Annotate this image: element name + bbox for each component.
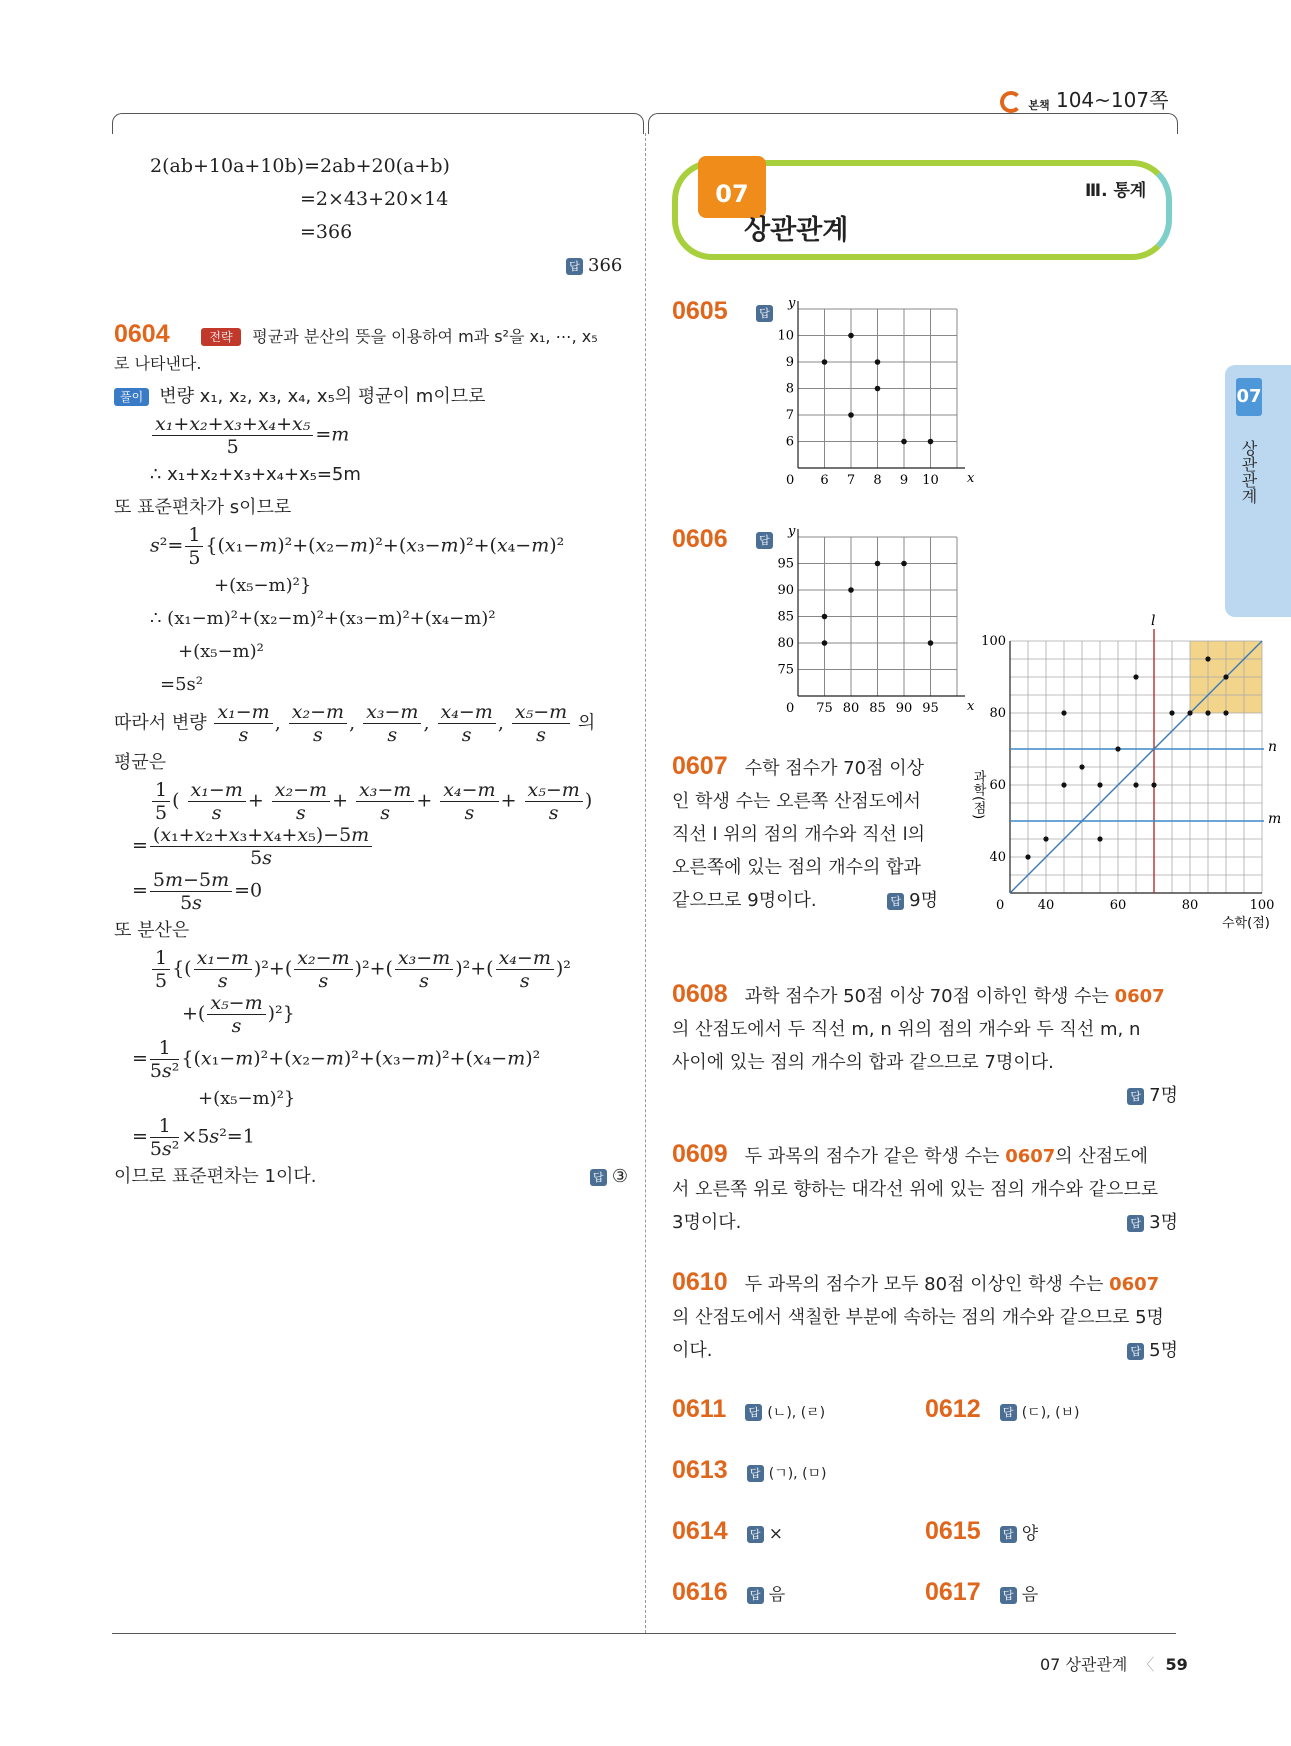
mean-step2: = $\frac{\text{(x₁+x₂+x₃+x₄+x₅)−5m}}{5s}$	[114, 824, 624, 869]
answer-icon: 답	[887, 893, 904, 910]
data-point	[1097, 782, 1102, 787]
data-point	[928, 640, 934, 646]
short-0613: 0613 답 (ㄱ), (ㅁ)	[672, 1456, 827, 1484]
variance-eq: s²= $\frac{1}{5}$ {(x₁−m)²+(x₂−m)²+(x₃−m)²+(x₄−m)²	[150, 524, 565, 569]
data-point	[848, 412, 854, 418]
answer-icon: 답	[747, 1526, 764, 1543]
x-tick-label: 9	[899, 473, 909, 488]
origin-label: 0	[786, 473, 795, 488]
problem-0604: 0604 전략 평균과 분산의 뜻을 이용하여 m과 s²을 x₁, ⋯, x₅ 로 나타낸다. 풀이 변량 x₁, x₂, x₃, x₄, x₅의 평균이 m이므로 $\frac{\text{x₁+x₂+x₃+x₄+x₅}}{5}$ =m ∴ x₁+x₂+x₃+x₄+x₅=5m 또 표준편차가 s이므로 s²= $\frac{1}{5}$ {(x₁−m)²+(x₂−m)²+(x₃−m)²+(x₄−m)² +(x₅−m)²} ∴ (x₁−m)²+(x₂−m)²+(x₃−m)²+(x₄−m)² +(x₅−m)² =5s² 따라서 변량 $\frac{\text{x₁−m}}{s}$ , $\frac{\text{x₂−m}}{s}$ , $\frac{\text{x₃−m}}{s}$ , $\frac{\text{x₄−m}}{s}$ , $\frac{\text{x₅−m}}{s}$ 의 평균은 $\frac{1}{5}$ ( $\frac{\text{x₁−m}}{s}$ + $\frac{\text{x₂−m}}{s}$ + $\frac{\text{x₃−m}}{s}$ + $\frac{\text{x₄−m}}{s}$ + $\frac{\text{x₅−m}}{s}$ ) = $\frac{\text{(x₁+x₂+x₃+x₄+x₅)−5m}}{5s}$ = $\frac{5m-5m}{5s}$ =0 또 분산은 $\frac{1}{5}$ {( $\frac{\text{x₁−m}}{s}$ )²+( $\frac{\text{x₂−m}}{s}$ )²+( $\frac{\text{x₃−m}}{s}$ )²+( $\frac{\text{x₄−m}}{s}$ )² +( $\frac{\text{x₅−m}}{s}$ )²} = $\frac{1}{\text{5s²}}$ {(x₁−m)²+(x₂−m)²+(x₃−m)²+(x₄−m)² +(x₅−m)²} = $\frac{1}{\text{5s²}}$ ×5s²=1 이므로 표준편차는 1이다. 답 ③	[114, 320, 628, 1187]
x-tick-label: 60	[1109, 898, 1127, 913]
problem-0607: 0607 수학 점수가 70점 이상 인 학생 수는 오른쪽 산점도에서 직선 l 위의 점의 개수와 직선 l의 오른쪽에 있는 점의 개수의 합과 같으므로 9명이다. 답 9명	[672, 752, 938, 911]
variance-cont: +( $\frac{\text{x₅−m}}{s}$ )²}	[182, 992, 295, 1037]
data-point	[901, 561, 907, 567]
footer: 07 상관관계 〈 59	[1040, 1655, 1188, 1674]
variance-step3: = $\frac{1}{\text{5s²}}$ ×5s²=1	[132, 1115, 255, 1160]
data-point	[1061, 710, 1066, 715]
short-0612: 0612 답 (ㄷ), (ㅂ)	[925, 1395, 1080, 1423]
x-tick-label: 7	[846, 473, 856, 488]
answer-icon: 답	[756, 305, 773, 322]
data-point	[875, 359, 881, 365]
short-0615: 0615 답 양	[925, 1517, 1039, 1545]
top-equation: 2(ab+10a+10b)=2ab+20(a+b) =2×43+20×14 =366	[150, 155, 450, 243]
side-tab-label: 상관관계	[1239, 440, 1258, 504]
y-axis-label: 과학(점)	[970, 770, 986, 820]
footer-rule	[112, 1633, 1176, 1634]
data-point	[901, 439, 907, 445]
origin-label: 0	[786, 701, 795, 716]
data-point	[1097, 836, 1102, 841]
refresh-icon	[1000, 91, 1022, 113]
x-axis-label: x	[967, 699, 975, 714]
data-point	[1205, 656, 1210, 661]
column-divider	[645, 133, 646, 1633]
data-point	[1169, 710, 1174, 715]
solution-tag: 풀이	[114, 388, 149, 406]
answer-icon: 답	[756, 532, 773, 549]
page-ref: 본책 104~107쪽	[1000, 84, 1168, 113]
y-tick-label: 100	[981, 634, 1006, 649]
data-point	[822, 640, 828, 646]
answer-366: 답 366	[566, 255, 622, 276]
line-label-l: l	[1151, 613, 1156, 629]
x-tick-label: 90	[895, 701, 913, 716]
scatter-0606	[770, 524, 975, 718]
y-tick-label: 6	[785, 434, 794, 450]
data-point	[848, 333, 854, 339]
data-point	[1187, 710, 1192, 715]
y-tick-label: 7	[785, 408, 794, 423]
strategy-tag: 전략	[201, 328, 240, 346]
x-tick-label: 80	[842, 701, 860, 716]
data-point	[822, 614, 828, 620]
standardized-variates: $\frac{\text{x₁−m}}{s}$ , $\frac{\text{x₂−m}}{s}$ , $\frac{\text{x₃−m}}{s}$ , $\frac{\text{x₄−m}}{s}$ , $\frac{\text{x₅−m}}{s}$	[212, 712, 572, 734]
variance-step2: = $\frac{1}{\text{5s²}}$ {(x₁−m)²+(x₂−m)²+(x₃−m)²+(x₄−m)²	[132, 1037, 541, 1082]
problem-0605-num: 0605	[672, 297, 728, 325]
y-tick-label: 85	[777, 609, 794, 625]
scatter-0605	[770, 296, 975, 490]
answer-icon: 답	[1000, 1587, 1017, 1604]
answer-icon: 답	[566, 258, 583, 275]
x-axis-label: x	[967, 471, 975, 486]
answer-icon: 답	[747, 1465, 764, 1482]
short-0617: 0617 답 음	[925, 1578, 1039, 1606]
short-0614: 0614 답 ×	[672, 1517, 783, 1545]
y-tick-label: 10	[777, 328, 794, 344]
mean-step3: = $\frac{5m-5m}{5s}$ =0	[132, 869, 263, 914]
line-label-m: m	[1268, 811, 1282, 827]
y-tick-label: 40	[989, 850, 1006, 865]
problem-0608: 0608 과학 점수가 50점 이상 70점 이하인 학생 수는 0607 의 산점도에서 두 직선 m, n 위의 점의 개수와 두 직선 m, n 사이에 있는 점의 개수의 합과 같으므로 7명이다. 답 7명	[672, 980, 1178, 1106]
left-frame	[112, 113, 644, 134]
data-point	[822, 359, 828, 365]
data-point	[1061, 782, 1066, 787]
answer-icon: 답	[590, 1169, 607, 1186]
data-point	[1133, 674, 1138, 679]
answer-icon: 답	[1127, 1343, 1144, 1360]
chevron-left-icon: 〈	[1138, 1655, 1155, 1674]
y-axis-label: y	[788, 296, 796, 311]
answer-icon: 답	[1000, 1526, 1017, 1543]
data-point	[875, 561, 881, 567]
data-point	[1079, 764, 1084, 769]
x-tick-label: 80	[1181, 898, 1199, 913]
data-point	[1223, 674, 1228, 679]
y-axis-label: y	[788, 524, 796, 539]
short-0616: 0616 답 음	[672, 1578, 786, 1606]
x-tick-label: 85	[869, 701, 886, 716]
y-tick-label: 8	[785, 381, 794, 397]
y-tick-label: 80	[777, 636, 794, 651]
x-tick-label: 40	[1037, 898, 1055, 913]
right-frame	[648, 113, 1178, 134]
data-point	[848, 587, 854, 593]
data-point	[1151, 782, 1156, 787]
y-tick-label: 95	[777, 556, 794, 572]
data-point	[875, 386, 881, 392]
answer-icon: 답	[1000, 1404, 1017, 1421]
mean-eq: $\frac{\text{x₁+x₂+x₃+x₄+x₅}}{5}$ =m	[114, 413, 624, 458]
data-point	[1115, 746, 1120, 751]
line-label-n: n	[1268, 739, 1278, 755]
short-0611: 0611 답 (ㄴ), (ㄹ)	[672, 1395, 826, 1423]
origin-label: 0	[996, 898, 1005, 913]
side-tab-num: 07	[1236, 378, 1262, 416]
data-point	[1205, 710, 1210, 715]
x-tick-label: 8	[873, 473, 882, 488]
x-tick-label: 6	[820, 473, 829, 488]
part-label: Ⅲ. 통계	[1085, 181, 1147, 201]
answer-icon: 답	[747, 1587, 764, 1604]
problem-0610: 0610 두 과목의 점수가 모두 80점 이상인 학생 수는 0607 의 산점도에서 색칠한 부분에 속하는 점의 개수와 같으므로 5명 이다. 답 5명	[672, 1268, 1178, 1361]
x-axis-label: 수학(점)	[1222, 916, 1270, 931]
variance-of-standardized: $\frac{1}{5}$ {( $\frac{\text{x₁−m}}{s}$ )²+( $\frac{\text{x₂−m}}{s}$ )²+( $\frac{\text{x₃−m}}{s}$ )²+( $\frac{\text{x₄−m}}{s}$ )²	[114, 947, 624, 992]
y-tick-label: 80	[989, 706, 1006, 721]
scatter-0607	[960, 613, 1282, 955]
answer-icon: 답	[1127, 1215, 1144, 1232]
problem-0609: 0609 두 과목의 점수가 같은 학생 수는 0607의 산점도에 서 오른쪽 위로 향하는 대각선 위에 있는 점의 개수와 같으므로 3명이다. 답 3명	[672, 1140, 1178, 1233]
y-tick-label: 60	[989, 778, 1006, 793]
x-tick-label: 10	[922, 473, 939, 488]
problem-0606-num: 0606	[672, 525, 728, 553]
data-point	[928, 439, 934, 445]
chapter-title: 상관관계	[744, 215, 849, 246]
y-tick-label: 9	[785, 355, 794, 370]
answer-icon: 답	[745, 1404, 762, 1421]
data-point	[1223, 710, 1228, 715]
data-point	[1025, 854, 1030, 859]
x-tick-label: 95	[922, 701, 939, 716]
chapter-badge: 07	[698, 156, 766, 218]
y-tick-label: 90	[777, 583, 794, 598]
answer-icon: 답	[1127, 1088, 1144, 1105]
mean-of-standardized: $\frac{1}{5}$ ( $\frac{\text{x₁−m}}{s}$ + $\frac{\text{x₂−m}}{s}$ + $\frac{\text{x₃−m}}{s}$ + $\frac{\text{x₄−m}}{s}$ + $\frac{\text{x₅−m}}{s}$ )	[114, 779, 624, 824]
data-point	[1043, 836, 1048, 841]
x-tick-label: 100	[1249, 898, 1275, 913]
y-tick-label: 75	[777, 662, 794, 678]
x-tick-label: 75	[816, 701, 833, 716]
data-point	[1133, 782, 1138, 787]
